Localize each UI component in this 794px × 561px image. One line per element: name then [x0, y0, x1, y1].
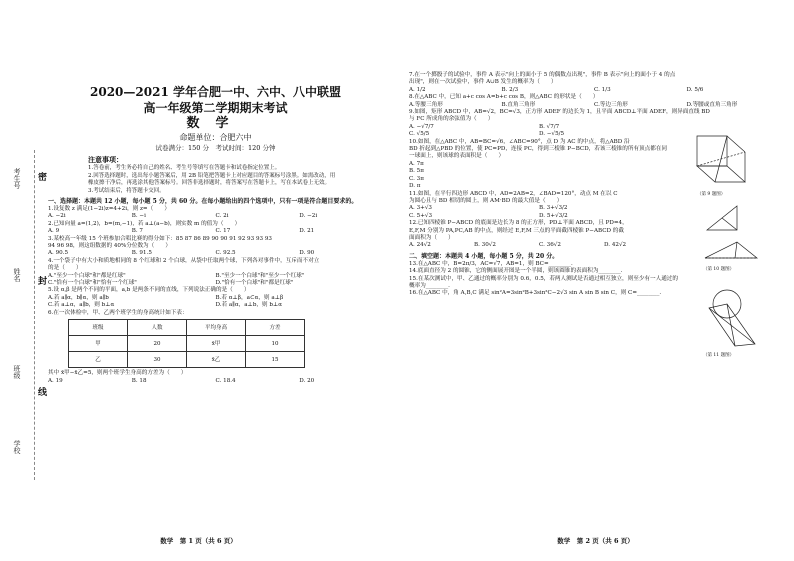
option-d: D. 5/6: [686, 86, 704, 93]
question-9: 9.如图，矩形 ABCD 中，AB=√2，BC=√3，正方形 ADEF 的边长为 1，且平面 ABCD⊥平面 ADEF，则异面直线 BD: [409, 109, 710, 116]
option-d: D.若 a∥α，a⊥b，则 b⊥α: [215, 302, 282, 309]
question-12-cont2: 面面积为（ ）: [409, 234, 454, 241]
question-5: 5.设 α,β 是两个不同的平面，a,b 是两条不同的直线，下列说法正确的是（ ）: [48, 287, 250, 294]
table-cell: 30: [128, 352, 187, 368]
question-1: 1.设复数 z 满足(1−2i)z=4+2i，则 z=（ ）: [48, 206, 170, 212]
option-a: A. 90.5: [48, 250, 69, 257]
option-b: B. −i: [131, 213, 146, 220]
table-cell: 15: [246, 352, 305, 368]
option-a: A.等腰三角形: [409, 101, 443, 108]
question-4-options: [48, 273, 383, 288]
option-d: D. 42√2: [604, 242, 627, 249]
option-c: C. 17: [215, 228, 231, 235]
question-7: 7.在一个掷骰子的试验中，事件 A 表示"向上的面小于 5 的偶数点出现"，事件 B 表示"向上的面小于 4 的点: [409, 72, 676, 78]
figure-11-diagram: [695, 288, 771, 352]
option-d: D. −√5/5: [539, 131, 565, 138]
binding-mark-line: 线: [38, 388, 48, 398]
option-b: B. 30√2: [474, 242, 496, 249]
page-1-content: [48, 85, 383, 385]
binding-label-name: 姓名: [13, 268, 21, 282]
figure-11-caption: （第 11 题图）: [703, 353, 735, 358]
option-c: C. 18.4: [215, 377, 236, 384]
option-c: C. 2i: [215, 213, 229, 220]
option-b: B. 91.5: [131, 250, 152, 257]
question-9-options: [409, 124, 669, 139]
table-cell: 10: [246, 336, 305, 352]
question-9-cont: 与 FC 所成角的余弦值为（ ）: [409, 116, 494, 123]
table-cell: 乙: [69, 352, 128, 368]
option-b: B. 18: [131, 377, 147, 384]
option-a: A. 9: [48, 228, 60, 235]
question-16: 16.在△ABC 中，角 A,B,C 满足 sin²A=3sin²B+3sin²C−2√3 sin A sin B sin C，则 C=________.: [409, 290, 662, 297]
page-2-footer: 数学 第 2 页（共 6 页）: [557, 537, 634, 545]
question-15: 15.在某次测试中，甲、乙通过的概率分别为 0.6，0.5，若两人测试是否通过相互独立，则至少有一人通过的: [409, 275, 678, 282]
question-6-cont: 其中 x̄甲−x̄乙=5，则两个班学生身高的方差为（ ）: [48, 370, 187, 377]
option-d: D. π: [409, 183, 421, 190]
option-d: D.等腰或直角三角形: [686, 101, 738, 108]
question-3: 3.某校高一年级 15 个班参加合唱比赛的得分如下：85 87 86 89 90 90 91 92 93 93 93: [48, 235, 272, 242]
question-2-options: [48, 228, 383, 235]
exam-title-line2: 高一年级第二学期期末考试: [143, 101, 288, 115]
question-11: 11.如图，在平行四边形 ABCD 中，AD=2AB=2，∠BAD=120°，动点 M 在以 C: [409, 190, 618, 197]
figure-10-caption: （第 10 题图）: [703, 267, 735, 272]
option-c: C."恰有一个白球"和"恰有一个红球": [48, 280, 137, 287]
binding-mark-fold: 封: [38, 277, 48, 287]
section-2-heading: 二、填空题：本题共 4 小题，每小题 5 分，共 20 分。: [409, 252, 559, 260]
notes-title: 注意事项：: [88, 155, 123, 164]
table-header-cell: 平均身高: [187, 320, 246, 336]
option-c: C. 92.5: [215, 250, 236, 257]
option-a: A. −√7/7: [409, 123, 434, 130]
table-row: [69, 336, 305, 352]
exam-title-line1: 2020—2021 学年合肥一中、六中、八中联盟: [90, 85, 341, 99]
option-a: A. 24√2: [409, 242, 431, 249]
table-cell: 20: [128, 336, 187, 352]
table-cell: 甲: [69, 336, 128, 352]
score-time-line: 试卷满分：150 分 考试时间：120 分钟: [155, 144, 276, 152]
table-cell: x̄乙: [187, 352, 246, 368]
author-line: 命题单位：合肥六中: [179, 133, 252, 142]
option-a: A.若 a∥α，b∥α，则 a∥b: [48, 294, 109, 301]
binding-dashed-line: [34, 150, 35, 480]
section-1-heading: 一、选择题：本题共 12 小题，每小题 5 分，共 60 分。在每小题给出的四个选项中，只有一项是符合题目要求的。: [48, 198, 358, 205]
question-6: 6.在一次体检中，甲、乙两个班学生的身高统计如下表：: [48, 309, 188, 316]
question-5-options: [48, 295, 383, 310]
question-2: 2.已知向量 a=(1,2)，b=(m,−1)，若 a⊥(a−b)，则实数 m 的值为（ ）: [48, 220, 241, 227]
option-a: A. 19: [48, 377, 63, 384]
option-d: D. −2i: [299, 213, 318, 220]
table-header-row: [69, 320, 305, 336]
question-1-options: [48, 213, 383, 220]
figure-9-caption: （第 9 题图）: [697, 192, 726, 197]
question-12-options: [409, 242, 669, 249]
question-14: 14.底面直径为 2 的圆锥，它的侧面展开图是一个半圆，则该圆锥的表面积为________.: [409, 268, 623, 275]
option-a: A. 7π: [409, 160, 424, 167]
table-row: [69, 352, 305, 368]
figure-10-diagram: [697, 200, 767, 268]
table-cell: x̄甲: [187, 336, 246, 352]
option-a: A. −2i: [48, 213, 66, 220]
option-c: C.等边三角形: [594, 101, 628, 108]
question-8-options: [409, 102, 779, 109]
option-c: C. 5+√3: [409, 212, 433, 219]
exam-page-2: [397, 0, 794, 561]
binding-label-exam-number: 考生号: [13, 168, 21, 189]
option-b: B. √7/7: [539, 123, 560, 130]
question-7-cont: 出现"，则在一次试验中，事件 A∪B 发生的概率为（ ）: [409, 79, 557, 86]
figure-9-diagram: [687, 126, 757, 192]
option-b: B.若 α⊥β，a⊂α，则 a⊥β: [215, 294, 284, 301]
option-c: C. 3π: [409, 175, 424, 182]
question-13: 13.在△ABC 中，B=2π/3，AC=√7，AB=1，则 BC=________.: [409, 260, 573, 267]
option-d: D. 20: [299, 377, 315, 384]
page-1-footer: 数学 第 1 页（共 6 页）: [160, 537, 237, 545]
question-12-cont: E,F,M 分别为 PA,PC,AB 的中点，则经过 E,F,M 三点的平面截四棱锥 P−ABCD 的截: [409, 227, 624, 234]
option-c: C. √5/5: [409, 131, 430, 138]
question-4: 4.一个袋子中有大小和质地相同的 8 个红球和 2 个白球，从袋中任取两个球，下列各对事件中，互斥而不对立: [48, 257, 320, 264]
option-b: B. 5π: [409, 168, 424, 175]
option-a: A."至少一个白球"和"都是红球": [48, 272, 126, 279]
note-item: 1.答卷前，考生务必将自己的姓名、考生号等填写在答题卡和试卷指定位置上。: [88, 165, 281, 171]
option-c: C. 1/3: [594, 86, 611, 93]
option-b: B. 7: [131, 228, 143, 235]
question-3-options: [48, 250, 383, 257]
option-a: A. 1/2: [409, 86, 426, 93]
height-stats-table: [68, 319, 305, 368]
note-item: 橡皮擦干净后，再选涂其他答案标号。回答非选择题时，将答案写在答题卡上，写在本试卷上无效。: [88, 180, 331, 186]
exam-subject: 数学: [186, 116, 245, 131]
option-b: B.直角三角形: [501, 101, 536, 108]
table-header-cell: 方差: [246, 320, 305, 336]
binding-mark-seal: 密: [38, 173, 48, 183]
question-10: 10.如图，在△ABC 中，AB=BC=√6，∠ABC=90°，点 D 为 AC 的中点，将△ABD 沿: [409, 138, 630, 145]
question-11-options: [409, 205, 669, 220]
binding-strip: [6, 150, 46, 480]
question-10-cont2: 一球面上，则该球的表面积是（ ）: [409, 153, 505, 160]
question-6-options: [48, 378, 383, 385]
question-8: 8.在△ABC 中，已知 a+c cos A=b+c cos B，则△ABC 的形状是（ ）: [409, 94, 599, 101]
option-d: D. 5+√3/2: [539, 212, 568, 219]
binding-label-school: 学校: [13, 440, 21, 454]
question-4-cont: 的是（ ）: [48, 265, 82, 272]
question-11-cont: 为圆心且与 BD 相切的圆上，则 AM·BD 的最大值是（ ）: [409, 197, 563, 204]
note-item: 2.回答选择题时，选出每小题答案后，用 2B 铅笔把答题卡上对应题目的答案标号涂黑。如需改动，用: [88, 172, 336, 179]
option-d: D. 21: [299, 228, 315, 235]
table-header-cell: 人数: [128, 320, 187, 336]
option-a: A. 3+√3: [409, 205, 432, 212]
question-12: 12.已知四棱锥 P−ABCD 的底面是边长为 8 的正方形，PD⊥平面 ABCD，且 PD=4，: [409, 220, 628, 227]
option-b: B. 2/3: [501, 86, 519, 93]
option-d: D. 90: [299, 250, 315, 257]
option-d: D."恰有一个白球"和"都是红球": [215, 280, 294, 287]
option-c: C. 36√2: [539, 242, 561, 249]
option-b: B. 3+√3/2: [539, 205, 568, 212]
option-b: B."至少一个白球"和"至少一个红球": [215, 272, 305, 279]
table-header-cell: 班级: [69, 320, 128, 336]
question-3-cont: 94 96 98，则这组数据的 40%分位数为（ ）: [48, 243, 172, 250]
binding-label-class: 班级: [13, 365, 21, 379]
note-item: 3.考试结束后，将答题卡交回。: [88, 187, 165, 194]
question-15-cont: 概率为________.: [409, 282, 450, 289]
question-10-cont: BD 折起到△PBD 的位置，使 PC=PD，连接 PC，得到三棱锥 P−BCD，若该三棱锥的所有顶点都在同: [409, 146, 668, 153]
option-c: C.若 a⊥α，a∥b，则 b⊥α: [48, 302, 115, 309]
